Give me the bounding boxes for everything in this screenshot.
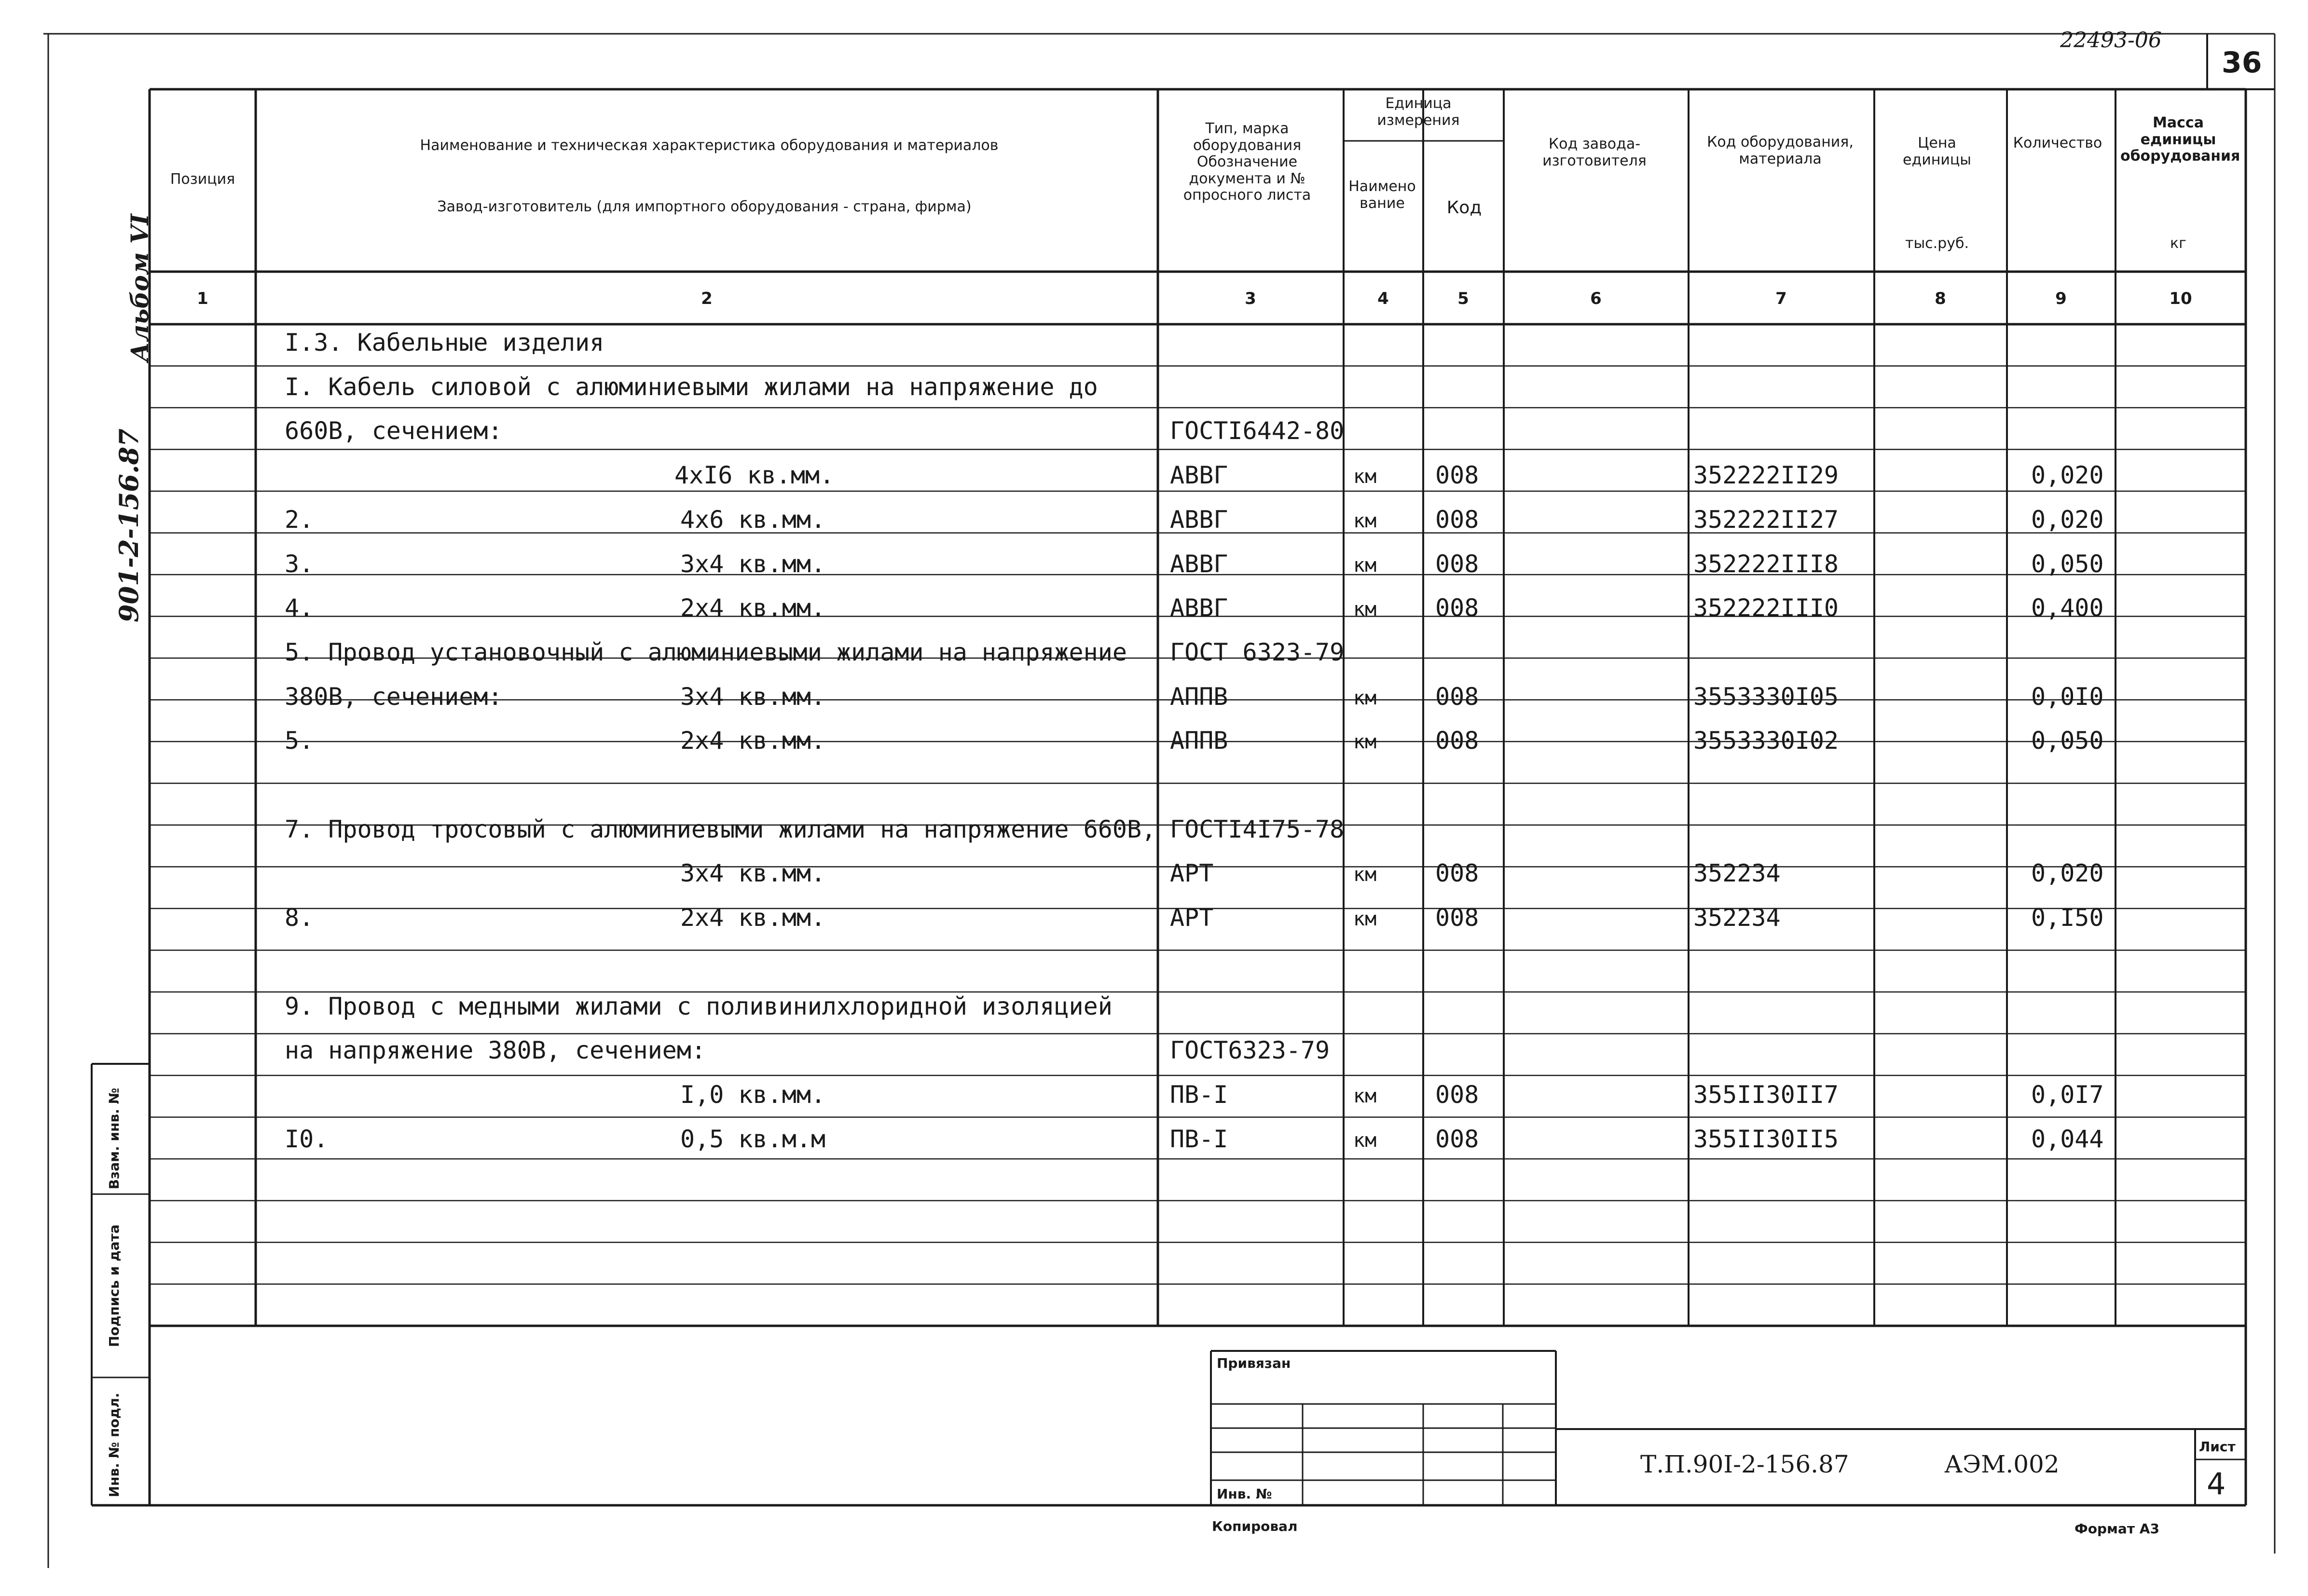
row-section: 2x4 кв.мм. (680, 594, 826, 622)
row-material-code: 352222III0 (1693, 594, 1839, 622)
row-text: 660В, сечением: (285, 417, 503, 445)
row-unit: км (1353, 731, 1377, 754)
stamp-inv-no: Инв. № (1217, 1486, 1272, 1502)
column-number: 1 (197, 289, 208, 308)
column-number: 2 (701, 289, 713, 308)
row-type: ГОСТI4I75-78 (1170, 815, 1345, 843)
side-album-label: Альбом VI (125, 214, 154, 362)
side-project-code: 901-2-156.87 (113, 428, 144, 622)
row-unit-code: 008 (1435, 1125, 1479, 1153)
archive-number: 22493-06 (2060, 28, 2162, 53)
row-unit-code: 008 (1435, 594, 1479, 622)
row-unit-code: 008 (1435, 727, 1479, 755)
sheet-number: 36 (2222, 46, 2262, 80)
row-type: ГОСТI6442-80 (1170, 417, 1345, 445)
header-quantity: Количество (2013, 135, 2102, 151)
row-quantity: 0,I50 (2031, 904, 2104, 932)
row-material-code: 355II30II5 (1693, 1125, 1839, 1153)
row-material-code: 3553330I02 (1693, 727, 1839, 755)
row-section: 3x4 кв.мм. (680, 859, 826, 888)
row-unit-code: 008 (1435, 859, 1479, 888)
column-number: 5 (1457, 289, 1469, 308)
row-unit-code: 008 (1435, 550, 1479, 578)
row-quantity: 0,400 (2031, 594, 2104, 622)
row-quantity: 0,020 (2031, 461, 2104, 490)
header-unit-group: Единица измерения (1377, 95, 1460, 129)
header-name-line2: Завод-изготовитель (для импортного оборудования - страна, фирма) (437, 198, 972, 215)
header-unit-code: Код (1446, 198, 1482, 218)
row-material-code: 352222III8 (1693, 550, 1839, 578)
row-text: 380В, сечением: (285, 682, 503, 711)
row-type: ПВ-I (1170, 1125, 1228, 1153)
row-unit: км (1353, 598, 1377, 621)
row-unit: км (1353, 687, 1377, 709)
row-quantity: 0,020 (2031, 859, 2104, 888)
row-type: АВВГ (1170, 461, 1228, 490)
row-type: АВВГ (1170, 594, 1228, 622)
column-number: 4 (1377, 289, 1389, 308)
row-type: АВВГ (1170, 505, 1228, 534)
row-quantity: 0,050 (2031, 550, 2104, 578)
header-price-unit: тыс.руб. (1905, 235, 1969, 252)
footer-format: Формат А3 (2074, 1521, 2159, 1537)
header-price: Цена единицы (1903, 135, 1971, 168)
column-number: 3 (1245, 289, 1256, 308)
row-text: 7. Провод тросовый с алюминиевыми жилами на напряжение 660В, (285, 815, 1156, 843)
row-section: I,0 кв.мм. (680, 1080, 826, 1109)
row-text: 4. (285, 594, 314, 622)
row-unit-code: 008 (1435, 461, 1479, 490)
row-text: 5. (285, 727, 314, 755)
row-quantity: 0,044 (2031, 1125, 2104, 1153)
row-section: 0,5 кв.м.м (680, 1125, 826, 1153)
row-text: 8. (285, 904, 314, 932)
row-material-code: 3553330I05 (1693, 682, 1839, 711)
header-material-code: Код оборудования, материала (1707, 134, 1854, 167)
row-type: АРТ (1170, 859, 1214, 888)
row-unit-code: 008 (1435, 1080, 1479, 1109)
row-unit-code: 008 (1435, 904, 1479, 932)
row-type: АППВ (1170, 682, 1228, 711)
row-section: 4x6 кв.мм. (680, 505, 826, 534)
row-unit: км (1353, 554, 1377, 577)
row-material-code: 352222II27 (1693, 505, 1839, 534)
row-type: АРТ (1170, 904, 1214, 932)
row-unit: км (1353, 864, 1377, 886)
header-position: Позиция (170, 171, 235, 188)
stamp-privyazan: Привязан (1217, 1355, 1291, 1371)
row-section: 3x4 кв.мм. (680, 682, 826, 711)
row-quantity: 0,050 (2031, 727, 2104, 755)
row-section: 2x4 кв.мм. (680, 727, 826, 755)
row-material-code: 352234 (1693, 904, 1781, 932)
row-material-code: 352222II29 (1693, 461, 1839, 490)
column-number: 9 (2055, 289, 2067, 308)
left-label-inv: Инв. № подл. (106, 1392, 122, 1498)
stamp-document-code: Т.П.90I-2-156.87 (1640, 1450, 1849, 1478)
row-material-code: 355II30II7 (1693, 1080, 1839, 1109)
row-unit: км (1353, 908, 1377, 931)
row-type: АППВ (1170, 727, 1228, 755)
row-section: 4xI6 кв.мм. (674, 461, 835, 490)
header-factory-code: Код завода-изготовителя (1542, 136, 1647, 169)
stamp-list-number: 4 (2207, 1466, 2226, 1501)
row-text: 5. Провод установочный с алюминиевыми жилами на напряжение (285, 638, 1127, 666)
left-label-vzam: Взам. инв. № (106, 1087, 122, 1190)
header-name-line1: Наименование и техническая характеристика оборудования и материалов (420, 137, 999, 154)
column-number: 6 (1590, 289, 1602, 308)
row-text: I.3. Кабельные изделия (285, 329, 604, 357)
row-text: 9. Провод с медными жилами с поливинилхлоридной изоляцией (285, 992, 1113, 1020)
row-unit: км (1353, 1129, 1377, 1152)
row-type: ГОСТ 6323-79 (1170, 638, 1345, 666)
row-type: АВВГ (1170, 550, 1228, 578)
stamp-document-suffix: АЭМ.002 (1944, 1450, 2060, 1478)
row-type: ГОСТ6323-79 (1170, 1036, 1330, 1065)
header-mass-unit: кг (2170, 235, 2186, 252)
row-section: 2x4 кв.мм. (680, 904, 826, 932)
row-quantity: 0,0I0 (2031, 682, 2104, 711)
left-label-podpis: Подпись и дата (106, 1224, 122, 1348)
row-text: I. Кабель силовой с алюминиевыми жилами на напряжение до (285, 372, 1098, 401)
row-unit-code: 008 (1435, 505, 1479, 534)
row-section: 3x4 кв.мм. (680, 550, 826, 578)
row-unit: км (1353, 509, 1377, 532)
row-text: на напряжение 380В, сечением: (285, 1036, 706, 1065)
stamp-list-label: Лист (2199, 1439, 2236, 1455)
row-text: 2. (285, 505, 314, 534)
row-quantity: 0,020 (2031, 505, 2104, 534)
row-text: 3. (285, 550, 314, 578)
row-unit: км (1353, 1085, 1377, 1107)
header-type: Тип, марка оборудования Обозначение документа и № опросного листа (1183, 120, 1311, 204)
row-material-code: 352234 (1693, 859, 1781, 888)
row-unit: км (1353, 466, 1377, 488)
header-mass: Масса единицы оборудования (2120, 114, 2240, 165)
column-number: 8 (1935, 289, 1946, 308)
row-type: ПВ-I (1170, 1080, 1228, 1109)
header-unit-name: Наименование (1348, 178, 1416, 212)
row-text: I0. (285, 1125, 329, 1153)
column-number: 7 (1775, 289, 1787, 308)
column-number: 10 (2169, 289, 2192, 308)
row-unit-code: 008 (1435, 682, 1479, 711)
footer-kopiroval: Копировал (1212, 1518, 1298, 1534)
row-quantity: 0,0I7 (2031, 1080, 2104, 1109)
